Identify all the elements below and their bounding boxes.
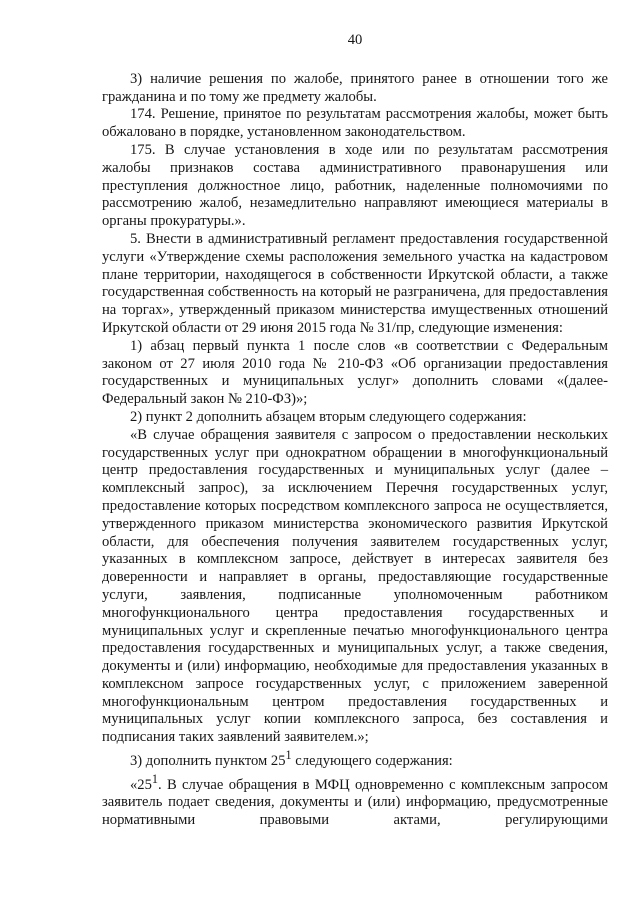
paragraph-25-1 — [102, 771, 608, 830]
paragraph-complex-request-quote: «В случае обращения заявителя с запросом о предоставлении нескольких государственных услуг при однократном обращении в многофункциональный центр предоставления государственных и муниципальных услуг (далее – комплексный запрос), за исключением Перечня государственных услуг, предоставление которых посредством комплексного запроса не осуществляется, утвержденного приказом министерства экономического развития Иркутской области, для обеспечения получения заявителем государственных услуг, указанных в комплексном запросе, действует в интересах заявителя без доверенности и направляет в органы, предоставляющие государственные услуги, заявления, подписанные уполномоченным работником многофункционального центра предоставления государственных и муниципальных услуг и скрепленные печатью многофункционального центра предоставления государственных и муниципальных услуг, а также сведения, документы и (или) информацию, необходимые для предоставления указанных в комплексном запросе государственных услуг, с приложением заверенной многофункциональным центром предоставления государственных и муниципальных услуг копии комплексного запроса, без составления и подписания таких заявлений заявителем.»; — [102, 426, 608, 746]
paragraph-amendment-1: 1) абзац первый пункта 1 после слов «в соответствии с Федеральным законом от 27 июля 2010 года № 210-ФЗ «Об организации предоставления государственных и муниципальных услуг» дополнить словами «(далее- Федеральный закон № 210-ФЗ)»; — [102, 337, 608, 408]
page-number: 40 — [347, 32, 363, 48]
document-page — [102, 28, 608, 830]
amendment-3-text-end: следующего содержания: — [291, 752, 453, 769]
paragraph-25-1-superscript: 1 — [151, 771, 158, 786]
amendment-3-superscript: 1 — [285, 748, 292, 763]
paragraph-5-amend-regulation: 5. Внести в административный регламент предоставления государственной услуги «Утверждение схемы расположения земельного участка на кадастровом плане территории, находящегося в собственности Иркутской области, а также государственная собственность на который не разграничена, для предоставления на торгах», утвержденный приказом министерства имущественных отношений Иркутской области от 29 июня 2015 года № 31/пр, следующие изменения: — [102, 230, 608, 336]
paragraph-175: 175. В случае установления в ходе или по результатам рассмотрения жалобы признаков состава административного правонарушения или преступления должностное лицо, работник, наделенные полномочиями по рассмотрению жалоб, незамедлительно направляют имеющиеся материалы в органы прокуратуры.». — [102, 141, 608, 230]
amendment-3-text: 3) дополнить пунктом 25 — [130, 752, 286, 769]
paragraph-25-1-text: . В случае обращения в МФЦ одновременно с комплексным запросом заявитель подает сведения, документы и (или) информацию, предусмотренные нормативными правовыми актами, регулирующими — [102, 776, 608, 829]
paragraph-item-3-refusal: 3) наличие решения по жалобе, принятого ранее в отношении того же гражданина и по тому же предмету жалобы. — [102, 70, 608, 105]
paragraph-amendment-3 — [102, 747, 608, 771]
paragraph-25-1-number: «25 — [130, 776, 152, 793]
paragraph-amendment-2: 2) пункт 2 дополнить абзацем вторым следующего содержания: — [130, 408, 527, 425]
paragraph-174: 174. Решение, принятое по результатам рассмотрения жалобы, может быть обжаловано в порядке, установленном законодательством. — [102, 106, 608, 141]
